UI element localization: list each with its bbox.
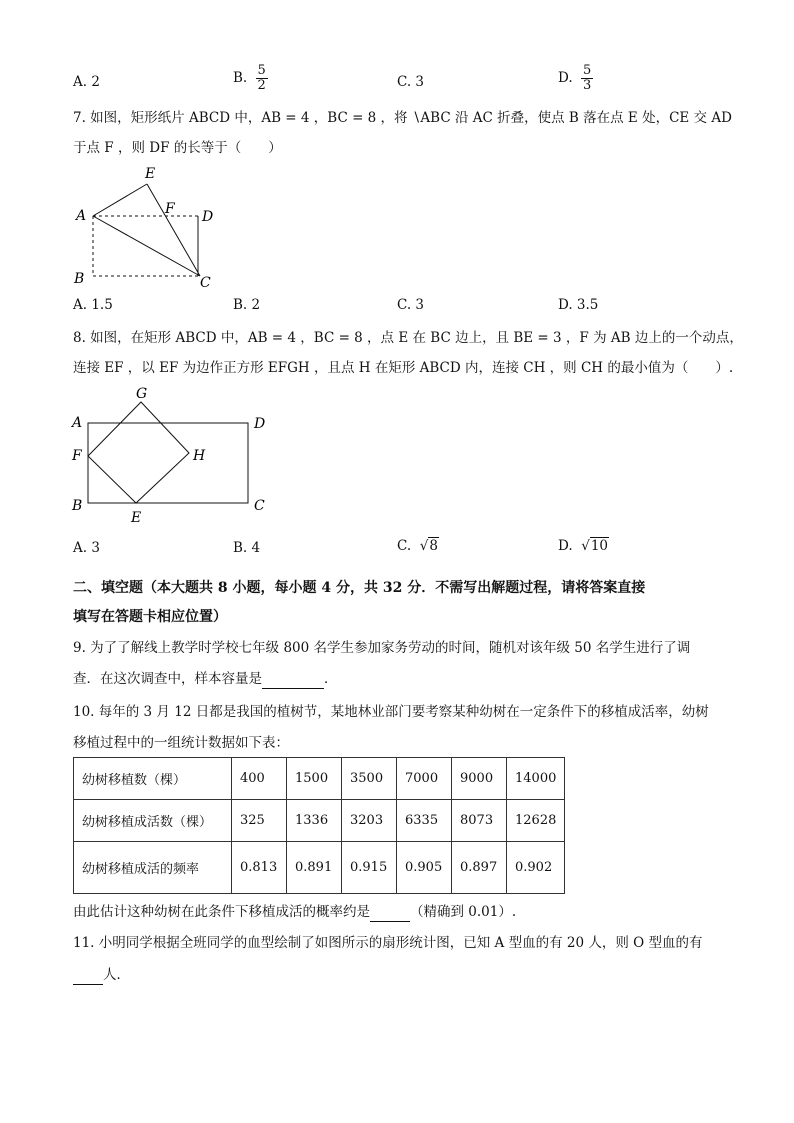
q9-text-line2-prefix: 查．在这次调查中，样本容量是 (73, 671, 262, 687)
q7-label-C: C (200, 275, 211, 291)
q8-square-EFGH (88, 402, 189, 503)
q6-option-b-fraction (256, 64, 268, 93)
q7-label-A: A (76, 208, 87, 224)
q7-option-d: D. 3.5 (558, 297, 599, 313)
q9-answer-blank (262, 672, 324, 689)
q6-option-b (233, 64, 268, 93)
q7-option-b: B. 2 (233, 297, 261, 313)
q8-label-C: C (254, 498, 265, 514)
table-cell: 9000 (452, 758, 507, 800)
table-cell: 幼树移植数（棵） (74, 758, 232, 800)
q10-text-line2: 移植过程中的一组统计数据如下表： (73, 735, 289, 751)
q7-label-E: E (145, 166, 156, 182)
q6-option-d-prefix: D. (558, 70, 573, 86)
table-row (74, 842, 565, 894)
q6-option-d-fraction (581, 64, 593, 93)
table-cell: 3500 (342, 758, 397, 800)
table-row (74, 800, 565, 842)
q8-option-d-prefix: D. (558, 538, 573, 554)
q6-option-b-denominator: 2 (257, 78, 266, 93)
q6-option-a: A. 2 (73, 74, 100, 90)
q6-option-c: C. 3 (397, 74, 425, 90)
table-cell: 0.902 (507, 842, 565, 894)
q8-option-d-radicand: 10 (590, 538, 609, 554)
q10-after-prefix: 由此估计这种幼树在此条件下移植成活的概率约是 (73, 904, 370, 920)
table-row (74, 758, 565, 800)
table-cell: 325 (232, 800, 287, 842)
q8-label-F: F (72, 448, 82, 464)
q7-text-line1: 7. 如图，矩形纸片 ABCD 中，AB = 4 ，BC = 8 ，将 ∖ABC 沿 AC 折叠，使点 B 落在点 E 处，CE 交 AD (73, 110, 732, 126)
q8-rectangle-ABCD (88, 423, 248, 503)
q9-text-line1: 9. 为了了解线上教学时学校七年级 800 名学生参加家务劳动的时间，随机对该年级 50 名学生进行了调 (73, 640, 691, 656)
table-cell: 0.897 (452, 842, 507, 894)
q7-figure (70, 163, 230, 291)
q6-option-b-prefix: B. (233, 70, 248, 86)
q8-label-G: G (136, 386, 148, 402)
section2-heading-line1: 二、填空题（本大题共 8 小题，每小题 4 分，共 32 分．不需写出解题过程，请将答案直接 (73, 580, 646, 596)
q10-after-table-text (73, 902, 516, 922)
q9-text-line2-suffix: ． (324, 671, 338, 687)
q10-after-suffix: （精确到 0.01）. (410, 904, 517, 920)
table-cell: 0.891 (287, 842, 342, 894)
q8-option-c-radicand: 8 (429, 538, 438, 554)
table-cell: 0.915 (342, 842, 397, 894)
q8-option-d: D. √10 (558, 538, 609, 554)
q11-text-line1: 11. 小明同学根据全班同学的血型绘制了如图所示的扇形统计图，已知 A 型血的有 20 人，则 O 型血的有 (73, 935, 703, 951)
table-cell: 6335 (397, 800, 452, 842)
q8-label-D: D (254, 416, 266, 432)
q10-data-table (73, 757, 565, 894)
table-cell: 0.905 (397, 842, 452, 894)
q11-text-line2 (73, 965, 130, 985)
q7-text-line2: 于点 F ，则 DF 的长等于（ ） (73, 140, 282, 156)
q6-option-d-denominator: 3 (582, 78, 592, 93)
q9-text-line2 (73, 669, 338, 689)
table-cell: 7000 (397, 758, 452, 800)
q8-option-a: A. 3 (73, 540, 100, 556)
table-cell: 0.813 (232, 842, 287, 894)
q7-line-AC (93, 216, 200, 276)
q10-answer-blank (370, 905, 410, 922)
q8-text-line2: 连接 EF ，以 EF 为边作正方形 EFGH ，且点 H 在矩形 ABCD 内，连接 CH ，则 CH 的最小值为（ ）. (73, 360, 734, 376)
table-cell: 幼树移植成活的频率 (74, 842, 232, 894)
q11-text-line2-suffix: 人． (103, 967, 130, 983)
q8-text-line1: 8. 如图，在矩形 ABCD 中，AB = 4 ，BC = 8 ，点 E 在 BC 边上，且 BE = 3 ，F 为 AB 边上的一个动点， (73, 330, 743, 346)
q7-option-c: C. 3 (397, 297, 425, 313)
q10-text-line1: 10. 每年的 3 月 12 日都是我国的植树节，某地林业部门要考察某种幼树在一定条件下的移植成活率，幼树 (73, 704, 709, 720)
table-cell: 3203 (342, 800, 397, 842)
q6-option-b-numerator: 5 (257, 63, 266, 78)
q7-line-EC (147, 184, 200, 276)
q8-option-c: C. √8 (397, 538, 438, 554)
q6-option-d-numerator: 5 (582, 63, 592, 78)
q7-label-F: F (165, 201, 175, 217)
table-cell: 幼树移植成活数（棵） (74, 800, 232, 842)
q7-option-a: A. 1.5 (73, 297, 113, 313)
table-cell: 14000 (507, 758, 565, 800)
q8-option-c-prefix: C. (397, 538, 412, 554)
q6-option-d (558, 64, 593, 93)
q7-label-B: B (74, 271, 85, 287)
table-cell: 8073 (452, 800, 507, 842)
q7-label-D: D (202, 209, 214, 225)
q11-answer-blank (73, 968, 103, 985)
q8-label-H: H (193, 448, 206, 464)
table-cell: 1500 (287, 758, 342, 800)
q8-figure (68, 380, 278, 528)
q7-line-AE (93, 184, 147, 216)
section2-heading-line2: 填写在答题卡相应位置） (73, 609, 227, 625)
q8-option-b: B. 4 (233, 540, 261, 556)
q8-label-B: B (72, 498, 83, 514)
table-cell: 400 (232, 758, 287, 800)
table-cell: 12628 (507, 800, 565, 842)
table-cell: 1336 (287, 800, 342, 842)
q8-label-E: E (131, 510, 142, 526)
q8-label-A: A (72, 415, 83, 431)
